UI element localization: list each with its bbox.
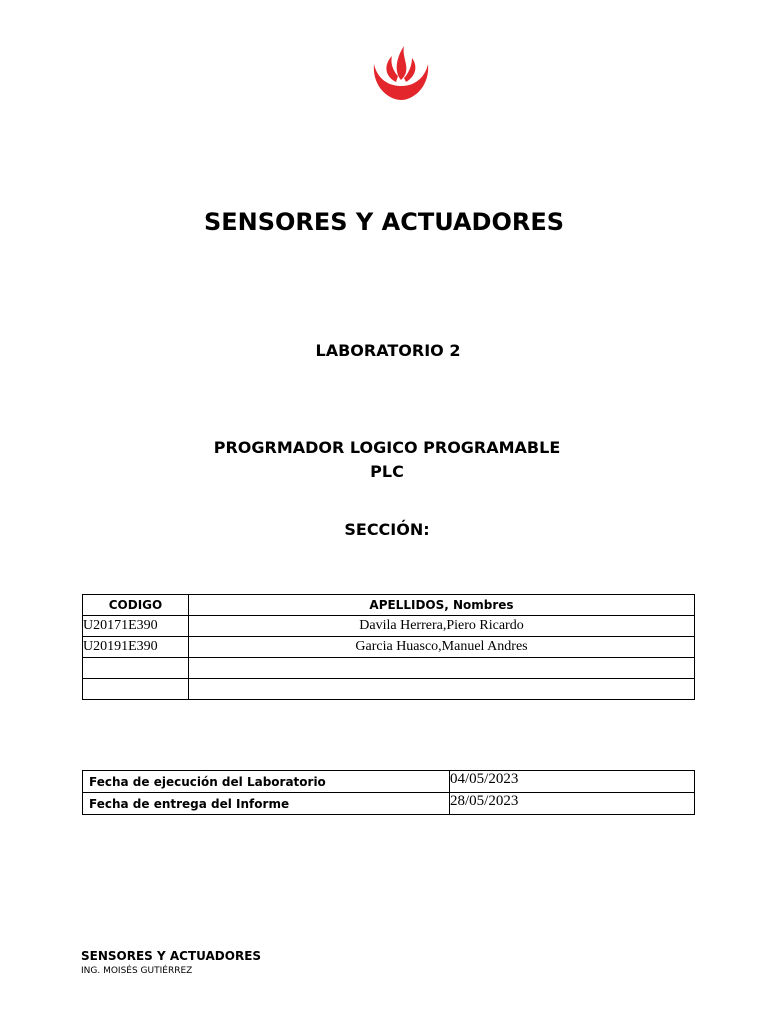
student-name: Garcia Huasco,Manuel Andres <box>189 637 695 658</box>
table-row <box>83 637 695 658</box>
delivery-date-value: 28/05/2023 <box>450 793 695 815</box>
table-row <box>83 679 695 700</box>
delivery-date-label: Fecha de entrega del Informe <box>83 793 450 815</box>
footer-instructor: ING. MOISÉS GUTIÉRREZ <box>81 966 193 976</box>
student-code <box>83 658 189 679</box>
table-row <box>83 616 695 637</box>
subject-line-1: PROGRMADOR LOGICO PROGRAMABLE <box>213 438 561 457</box>
logo-flame-center <box>397 46 407 80</box>
student-code: U20171E390 <box>83 616 189 637</box>
logo-flame-left <box>386 56 398 82</box>
subject-heading <box>0 436 768 484</box>
student-name <box>189 679 695 700</box>
lab-number: LABORATORIO 2 <box>315 341 461 360</box>
university-logo <box>370 42 432 102</box>
student-code <box>83 679 189 700</box>
section-label: SECCIÓN: <box>344 520 430 539</box>
execution-date-value: 04/05/2023 <box>450 771 695 793</box>
column-header-code: CODIGO <box>83 595 189 616</box>
dates-table <box>82 770 695 815</box>
document-title: SENSORES Y ACTUADORES <box>203 208 565 236</box>
date-row-execution <box>83 771 695 793</box>
table-row <box>83 658 695 679</box>
student-name: Davila Herrera,Piero Ricardo <box>189 616 695 637</box>
students-table <box>82 594 695 700</box>
student-name <box>189 658 695 679</box>
student-code: U20191E390 <box>83 637 189 658</box>
footer-course: SENSORES Y ACTUADORES <box>81 949 262 963</box>
date-row-delivery <box>83 793 695 815</box>
column-header-name: APELLIDOS, Nombres <box>189 595 695 616</box>
execution-date-label: Fecha de ejecución del Laboratorio <box>83 771 450 793</box>
table-header-row <box>83 595 695 616</box>
subject-line-2: PLC <box>370 462 404 481</box>
